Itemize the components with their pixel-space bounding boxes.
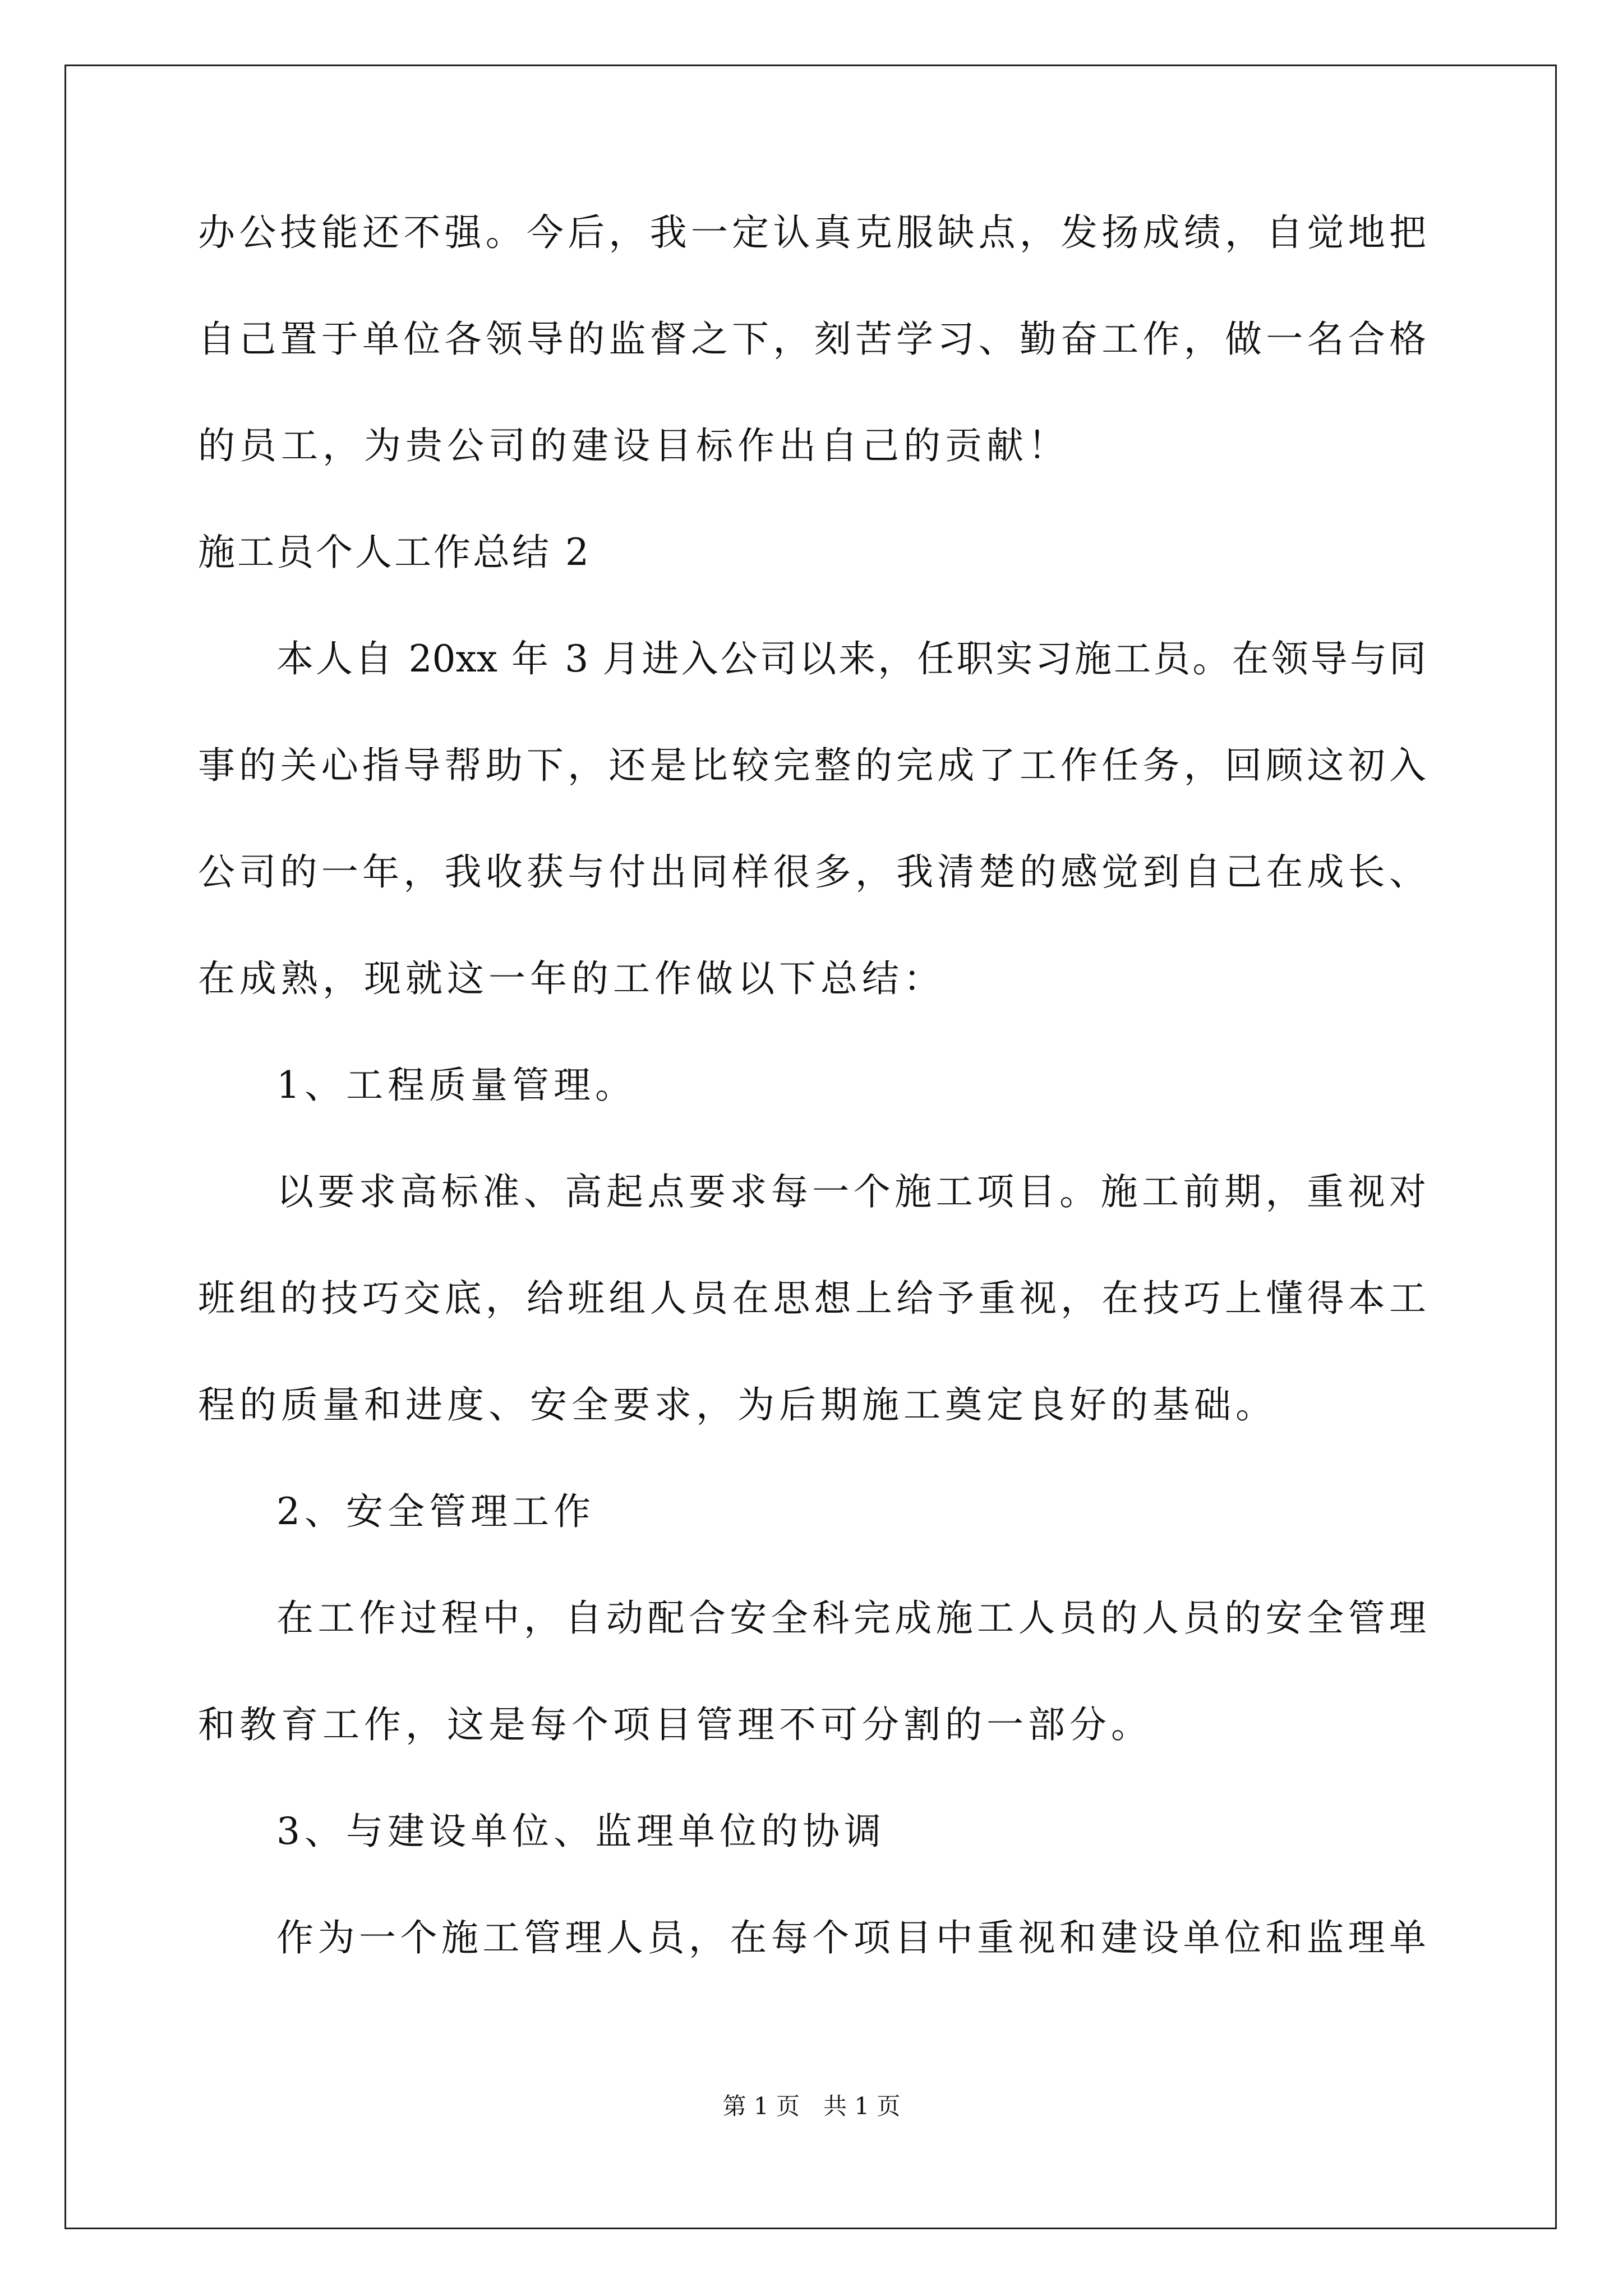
paragraph-line: 在工作过程中，自动配合安全科完成施工人员的人员的安全管理 [276, 1596, 1426, 1640]
paragraph-line: 程的质量和进度、安全要求，为后期施工奠定良好的基础。 [198, 1383, 1277, 1427]
paragraph-line: 作为一个施工管理人员，在每个项目中重视和建设单位和监理单 [276, 1916, 1426, 1959]
list-heading: 1、工程质量管理。 [276, 1064, 637, 1107]
page-border [64, 65, 1557, 2229]
paragraph-line: 本人自 20xx 年 3 月进入公司以来，任职实习施工员。在领导与同 [276, 637, 1426, 680]
paragraph-line: 事的关心指导帮助下，还是比较完整的完成了工作任务，回顾这初入 [198, 744, 1426, 787]
paragraph-line: 公司的一年，我收获与付出同样很多，我清楚的感觉到自己在成长、 [198, 850, 1426, 894]
paragraph-line: 的员工，为贵公司的建设目标作出自己的贡献！ [198, 424, 1069, 467]
paragraph-line: 班组的技巧交底，给班组人员在思想上给予重视，在技巧上懂得本工 [198, 1277, 1426, 1320]
list-heading: 3、与建设单位、监理单位的协调 [276, 1810, 886, 1853]
paragraph-line: 在成熟，现就这一年的工作做以下总结： [198, 957, 945, 1000]
paragraph-line: 自己置于单位各领导的监督之下，刻苦学习、勤奋工作，做一名合格 [198, 318, 1426, 361]
page-footer: 第 1 页 共 1 页 [722, 2092, 901, 2120]
paragraph-line: 和教育工作，这是每个项目管理不可分割的一部分。 [198, 1703, 1152, 1746]
paragraph-line: 办公技能还不强。今后，我一定认真克服缺点，发扬成绩，自觉地把 [198, 211, 1426, 254]
section-heading: 施工员个人工作总结 2 [198, 531, 591, 574]
list-heading: 2、安全管理工作 [276, 1490, 595, 1533]
paragraph-line: 以要求高标准、高起点要求每一个施工项目。施工前期，重视对 [276, 1170, 1426, 1213]
